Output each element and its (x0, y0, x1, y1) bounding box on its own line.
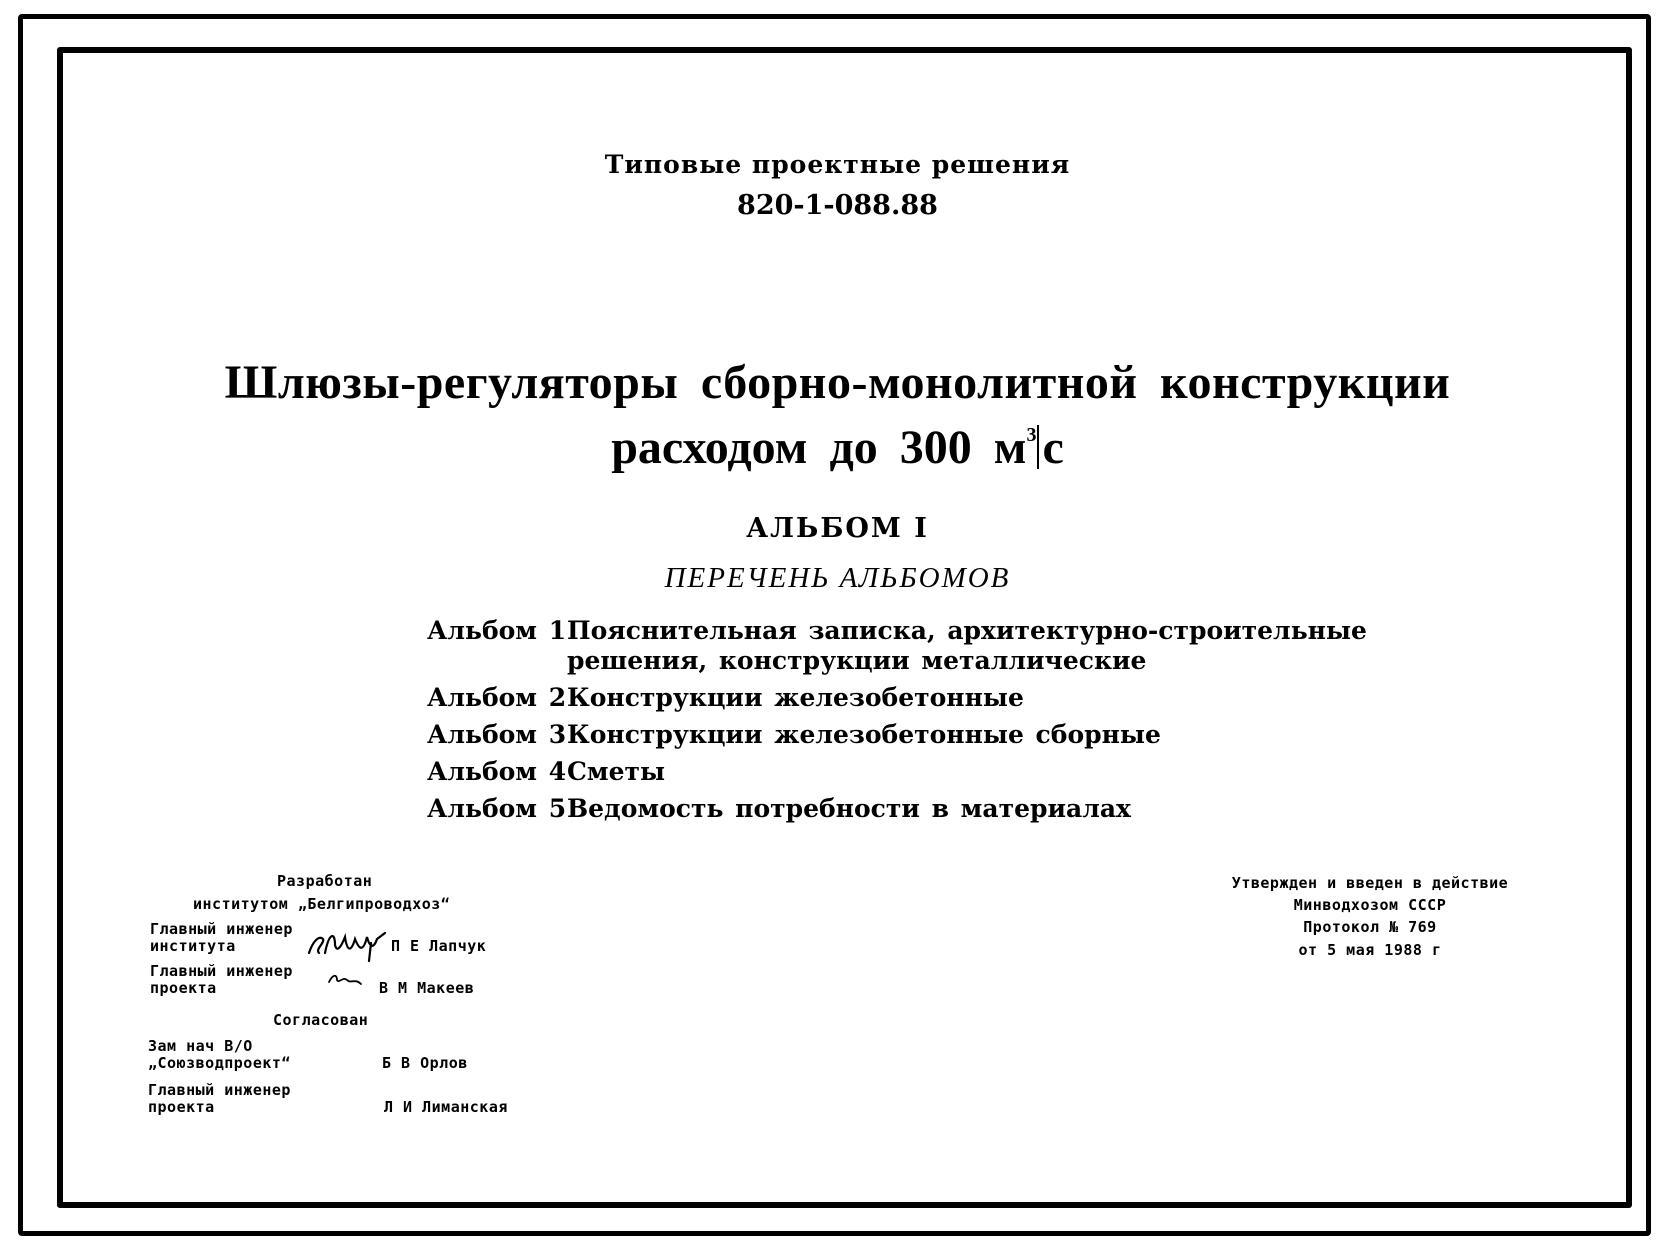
agreed-label: Согласован (273, 1011, 369, 1029)
chief-engineer-2-name: Л И Лиманская (384, 1098, 508, 1116)
albums-list-heading: ПЕРЕЧЕНЬ АЛЬБОМОВ (664, 562, 1011, 594)
approved-line-4: от 5 мая 1988 г (1298, 941, 1442, 959)
chief-engineer-project-role-2: проекта (150, 979, 217, 997)
album-list-text: Сметы (567, 757, 666, 786)
album-list-text: Ведомость потребности в материалах (567, 794, 1131, 823)
deputy-head-name: Б В Орлов (382, 1054, 468, 1072)
album-list-item (427, 720, 1161, 749)
title-unit-suffix: с (1042, 421, 1064, 474)
album-list-text: Пояснительная записка, архитектурно-строительные (567, 616, 1367, 645)
signature-makeev (327, 970, 363, 990)
chief-engineer-institute-role-2: института (150, 937, 236, 955)
album-list-text: Конструкции железобетонные сборные (567, 720, 1161, 749)
chief-engineer-2-role-1: Главный инженер (148, 1081, 291, 1099)
document-title-line-2 (0, 420, 1675, 475)
chief-engineer-institute-name: П Е Лапчук (391, 937, 487, 955)
album-list-number: Альбом 3 (427, 720, 567, 749)
title-unit-slash (1037, 425, 1039, 469)
deputy-head-role-1: Зам нач В/О (148, 1037, 253, 1055)
album-list-number: Альбом 4 (427, 757, 567, 786)
approved-line-2: Минводхозом СССР (1293, 896, 1447, 914)
album-list-item (427, 757, 665, 786)
approved-line-1: Утвержден и введен в действие (1231, 874, 1509, 892)
album-list-item (427, 794, 1131, 823)
chief-engineer-2-role-2: проекта (148, 1098, 215, 1116)
album-list-number: Альбом 5 (427, 794, 567, 823)
title-flow-text: расходом до 300 м (611, 421, 1027, 474)
album-list-item (427, 683, 1024, 712)
document-title-line-1: Шлюзы-регуляторы сборно-монолитной конструкции (224, 356, 1451, 409)
chief-engineer-institute-role-1: Главный инженер (150, 920, 293, 938)
developed-label: Разработан (277, 872, 373, 890)
album-list-number: Альбом 1 (427, 616, 567, 645)
series-code: 820-1-088.88 (737, 190, 938, 221)
developed-institute: институтом „Белгипроводхоз“ (193, 895, 451, 913)
chief-engineer-project-role-1: Главный инженер (150, 962, 293, 980)
deputy-head-role-2: „Союзводпроект“ (148, 1054, 291, 1072)
signature-lapchuk (305, 923, 400, 963)
title-unit-exponent: 3 (1026, 424, 1037, 446)
album-list-number: Альбом 2 (427, 683, 567, 712)
album-list-item (427, 616, 1367, 645)
album-list-text: Конструкции железобетонные (567, 683, 1024, 712)
approved-line-3: Протокол № 769 (1303, 918, 1437, 936)
album-number: АЛЬБОМ I (746, 513, 929, 544)
album-list-item-continuation: решения, конструкции металлические (567, 646, 1147, 675)
series-label: Типовые проектные решения (604, 150, 1071, 179)
chief-engineer-project-name: В М Макеев (379, 979, 475, 997)
